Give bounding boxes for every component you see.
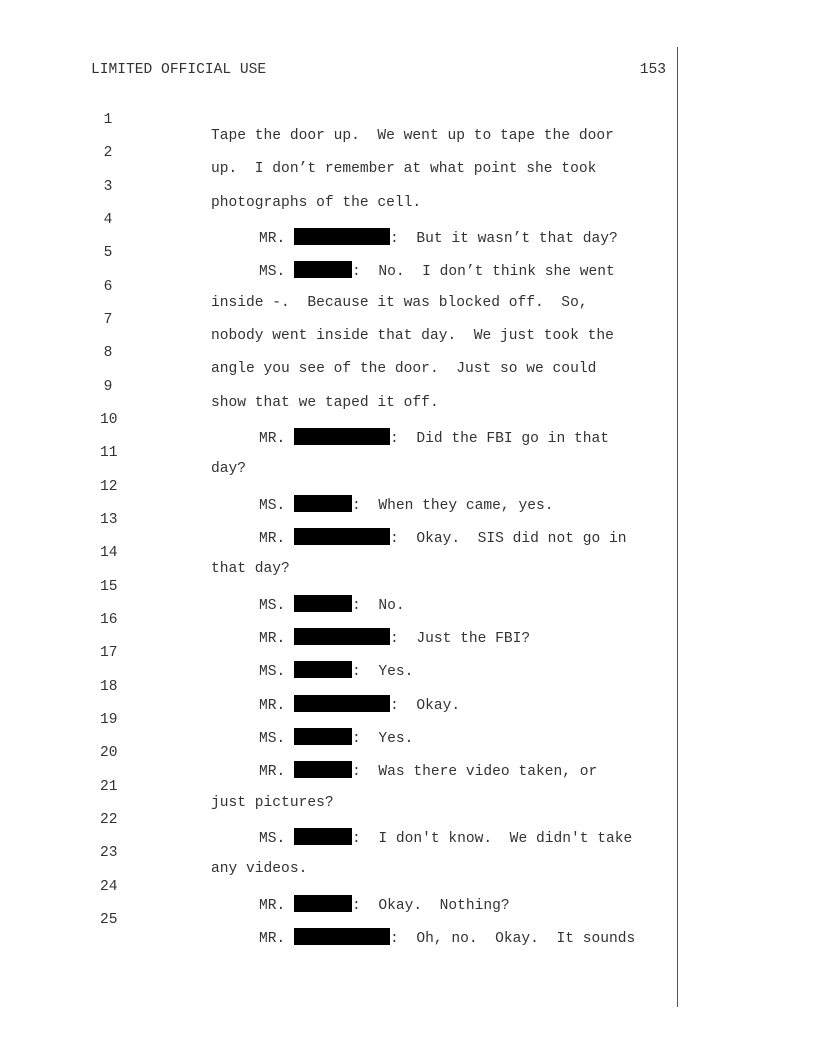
statement-text: : Oh, no. Okay. It sounds	[390, 931, 636, 947]
transcript-line	[0, 563, 816, 614]
speaker-title: MR.	[259, 931, 286, 947]
speaker-title: MR.	[259, 631, 286, 647]
line-text: photographs of the cell.	[211, 195, 422, 211]
transcript-line	[0, 163, 816, 211]
page-number: 153	[639, 62, 666, 78]
transcript-line	[0, 863, 816, 914]
line-number: 9	[103, 379, 113, 395]
line-number: 25	[100, 912, 118, 928]
line-number: 4	[103, 212, 113, 228]
line-number: 10	[100, 412, 118, 428]
line-text: nobody went inside that day. We just took the	[211, 328, 614, 344]
line-number: 16	[100, 612, 118, 628]
transcript-line	[0, 229, 816, 280]
line-text: up. I don’t remember at what point she took	[211, 161, 597, 177]
statement-text: : Was there video taken, or	[352, 764, 598, 780]
redaction-box	[294, 928, 390, 945]
line-number: 14	[100, 545, 118, 561]
line-number: 2	[103, 145, 113, 161]
line-number: 24	[100, 879, 118, 895]
statement-text: : Did the FBI go in that	[390, 431, 609, 447]
transcript-line	[0, 363, 816, 411]
speaker-title: MS.	[259, 731, 286, 747]
line-text: that day?	[211, 561, 290, 577]
speaker-title: MR.	[259, 698, 286, 714]
transcript-line	[0, 263, 816, 311]
speaker-title: MR.	[259, 431, 286, 447]
statement-text: : Okay. Nothing?	[352, 898, 510, 914]
line-text: inside -. Because it was blocked off. So,	[211, 295, 588, 311]
statement-text: : Okay. SIS did not go in	[390, 531, 627, 547]
line-number: 1	[103, 112, 113, 128]
transcript-line	[0, 629, 816, 680]
transcript-line	[0, 496, 816, 547]
speaker-title: MR.	[259, 898, 286, 914]
line-text: show that we taped it off.	[211, 395, 439, 411]
statement-text: : But it wasn’t that day?	[390, 231, 618, 247]
speaker-title: MR.	[259, 764, 286, 780]
speaker-title: MR.	[259, 531, 286, 547]
line-number: 18	[100, 679, 118, 695]
transcript-line	[0, 763, 816, 811]
statement-text: : Okay.	[390, 698, 461, 714]
speaker-statement	[259, 928, 635, 947]
statement-text: : Just the FBI?	[390, 631, 531, 647]
transcript-line	[0, 829, 816, 877]
line-number: 23	[100, 845, 118, 861]
speaker-title: MS.	[259, 831, 286, 847]
transcript-line	[0, 729, 816, 780]
line-number: 8	[103, 345, 113, 361]
line-number: 11	[100, 445, 118, 461]
line-number: 6	[103, 279, 113, 295]
speaker-title: MS.	[259, 498, 286, 514]
line-text: angle you see of the door. Just so we could	[211, 361, 597, 377]
transcript-line	[0, 96, 816, 144]
line-number: 5	[103, 245, 113, 261]
transcript-line	[0, 796, 816, 847]
statement-text: : Yes.	[352, 664, 414, 680]
speaker-title: MS.	[259, 664, 286, 680]
line-number: 22	[100, 812, 118, 828]
transcript-line	[0, 596, 816, 647]
transcript-line	[0, 329, 816, 377]
line-number: 12	[100, 479, 118, 495]
statement-text: : When they came, yes.	[352, 498, 554, 514]
speaker-title: MS.	[259, 598, 286, 614]
line-text: Tape the door up. We went up to tape the door	[211, 128, 614, 144]
transcript-line	[0, 129, 816, 177]
transcript-line	[0, 896, 816, 947]
transcript-line	[0, 296, 816, 344]
statement-text: : I don't know. We didn't take	[352, 831, 633, 847]
speaker-title: MR.	[259, 231, 286, 247]
transcript-line	[0, 696, 816, 747]
statement-text: : Yes.	[352, 731, 414, 747]
line-number: 19	[100, 712, 118, 728]
line-text: just pictures?	[211, 795, 334, 811]
transcript-line	[0, 663, 816, 714]
line-number: 7	[103, 312, 113, 328]
statement-text: : No. I don’t think she went	[352, 264, 615, 280]
transcript-line	[0, 463, 816, 514]
transcript-line	[0, 529, 816, 577]
line-number: 15	[100, 579, 118, 595]
transcript-line	[0, 196, 816, 247]
classification-header: LIMITED OFFICIAL USE	[91, 62, 267, 78]
line-number: 20	[100, 745, 118, 761]
transcript-line	[0, 429, 816, 477]
line-number: 3	[103, 179, 113, 195]
line-text: day?	[211, 461, 247, 477]
line-number: 17	[100, 645, 118, 661]
line-number: 13	[100, 512, 118, 528]
line-number: 21	[100, 779, 118, 795]
statement-text: : No.	[352, 598, 405, 614]
transcript-line	[0, 396, 816, 447]
speaker-title: MS.	[259, 264, 286, 280]
line-text: any videos.	[211, 861, 308, 877]
